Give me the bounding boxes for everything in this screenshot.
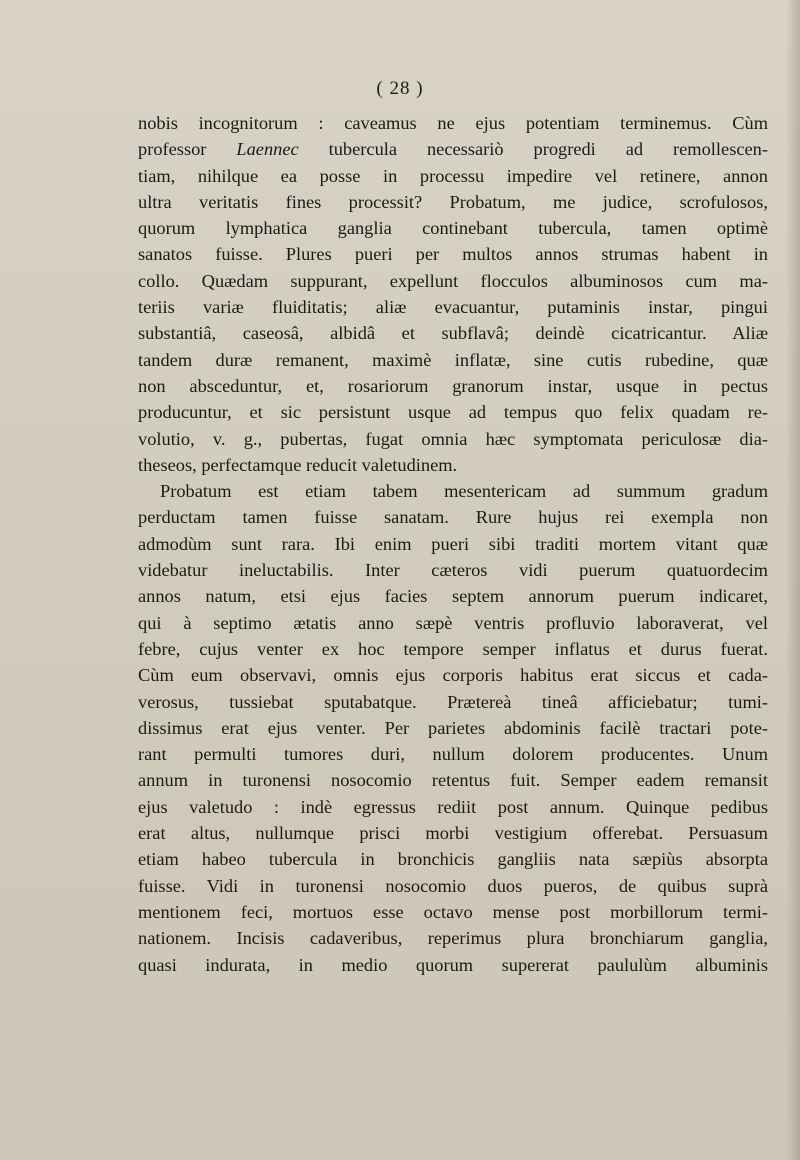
text-line: collo. Quædam suppurant, expellunt flocculos albuminosos cum ma- (138, 270, 768, 291)
text-line: nationem. Incisis cadaveribus, reperimus plura bronchiarum ganglia, (138, 928, 768, 949)
page-edge-shadow (786, 0, 800, 1160)
text-line: non absceduntur, et, rosariorum granorum instar, usque in pectus (138, 375, 768, 396)
text-line: febre, cujus venter ex hoc tempore semper inflatus et durus fuerat. (138, 638, 768, 659)
text-line: dissimus erat ejus venter. Per parietes abdominis facilè tractari pote- (138, 717, 768, 738)
text-line: rant permulti tumores duri, nullum dolorem producentes. Unum (138, 744, 768, 765)
text-line: admodùm sunt rara. Ibi enim pueri sibi traditi mortem vitant quæ (138, 533, 768, 554)
text-line: professor Laennec tubercula necessariò progredi ad remollescen- (138, 139, 768, 160)
page-number: ( 28 ) (376, 78, 424, 99)
text-line: erat altus, nullumque prisci morbi vestigium offerebat. Persuasum (138, 823, 768, 844)
text-line: videbatur ineluctabilis. Inter cæteros vidi puerum quatuordecim (138, 560, 768, 581)
text-line: verosus, tussiebat sputabatque. Prætereà tineâ afficiebatur; tumi- (138, 691, 768, 712)
body-text (138, 110, 768, 978)
text-line: producuntur, et sic persistunt usque ad tempus quo felix quadam re- (138, 402, 768, 423)
text-line: annos natum, etsi ejus facies septem annorum puerum indicaret, (138, 586, 768, 607)
text-line: etiam habeo tubercula in bronchicis gangliis nata sæpiùs absorpta (138, 849, 768, 870)
text-line: fuisse. Vidi in turonensi nosocomio duos pueros, de quibus suprà (138, 875, 768, 896)
text-line: ejus valetudo : indè egressus rediit post annum. Quinque pedibus (138, 796, 768, 817)
text-line: tandem duræ remanent, maximè inflatæ, sine cutis rubedine, quæ (138, 349, 768, 370)
text-line: quasi indurata, in medio quorum supererat paululùm albuminis (138, 954, 768, 975)
text-line: Cùm eum observavi, omnis ejus corporis habitus erat siccus et cada- (138, 665, 768, 686)
author-name: Laennec (236, 139, 299, 160)
paragraph-start-line: Probatum est etiam tabem mesentericam ad summum gradum (160, 481, 768, 502)
text-line: nobis incognitorum : caveamus ne ejus potentiam terminemus. Cùm (138, 113, 768, 133)
text-line: volutio, v. g., pubertas, fugat omnia hæc symptomata periculosæ dia- (138, 428, 768, 449)
text-line: perductam tamen fuisse sanatam. Rure hujus rei exempla non (138, 507, 768, 528)
text-line: tiam, nihilque ea posse in processu impedire vel retinere, annon (138, 165, 768, 186)
text-line: ultra veritatis fines processit? Probatum, me judice, scrofulosos, (138, 191, 768, 212)
text-line: teriis variæ fluiditatis; aliæ evacuantur, putaminis instar, pingui (138, 297, 768, 318)
text-line: qui à septimo ætatis anno sæpè ventris profluvio laboraverat, vel (138, 612, 768, 633)
paragraph-end-line: theseos, perfectamque reducit valetudinem. (138, 454, 458, 475)
text-line: substantiâ, caseosâ, albidâ et subflavâ; deindè cicatricantur. Aliæ (138, 323, 768, 344)
text-line: mentionem feci, mortuos esse octavo mense post morbillorum termi- (138, 901, 768, 922)
text-line: sanatos fuisse. Plures pueri per multos annos strumas habent in (138, 244, 768, 265)
text-line: quorum lymphatica ganglia continebant tubercula, tamen optimè (138, 218, 768, 239)
text-line: annum in turonensi nosocomio retentus fuit. Semper eadem remansit (138, 770, 768, 791)
